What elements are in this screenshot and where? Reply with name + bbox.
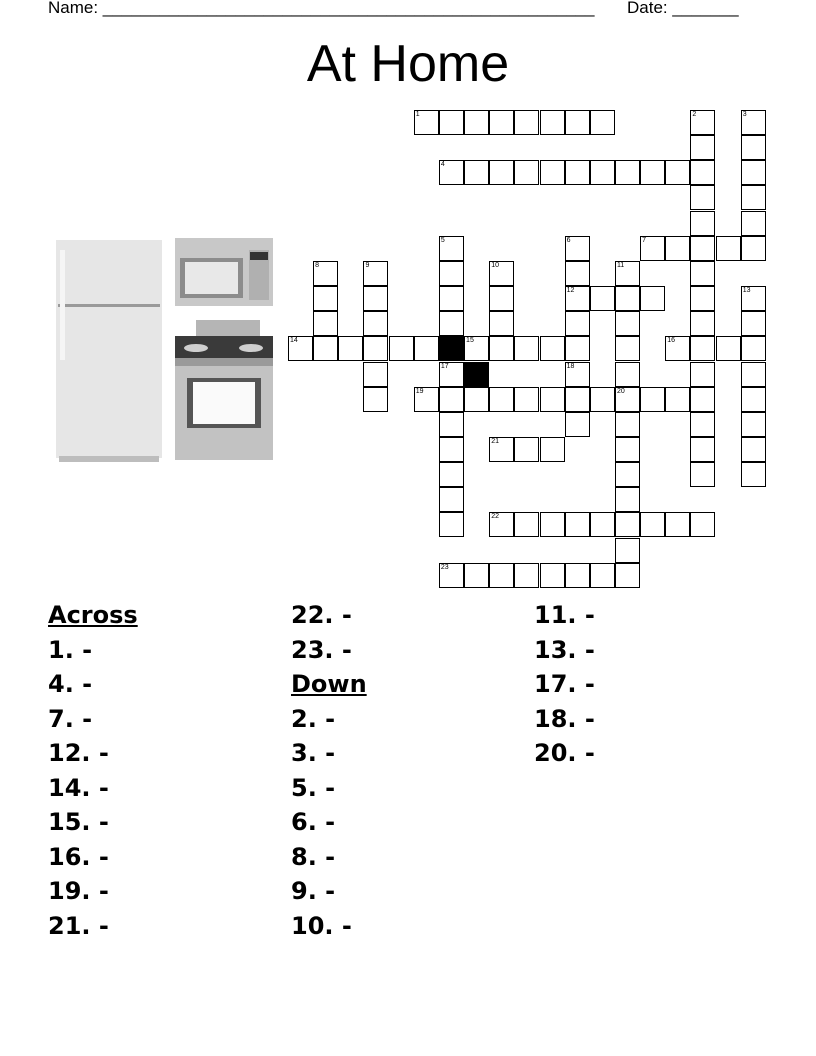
grid-cell[interactable] — [665, 236, 690, 261]
grid-cell[interactable] — [489, 336, 514, 361]
grid-cell[interactable] — [313, 311, 338, 336]
clue-number: 16 — [667, 337, 676, 345]
grid-cell[interactable] — [690, 185, 715, 210]
grid-cell[interactable] — [514, 512, 539, 537]
clue: 3. - — [291, 739, 336, 767]
grid-cell[interactable] — [741, 110, 766, 135]
grid-cell[interactable] — [690, 311, 715, 336]
grid-cell[interactable] — [615, 437, 640, 462]
clue-number: 6 — [566, 236, 571, 244]
grid-cell[interactable] — [464, 336, 489, 361]
grid-cell[interactable] — [565, 563, 590, 588]
black-square — [439, 336, 464, 361]
grid-cell[interactable] — [665, 336, 690, 361]
grid-cell[interactable] — [590, 563, 615, 588]
grid-cell[interactable] — [741, 160, 766, 185]
clue-number: 13 — [742, 287, 751, 295]
grid-cell[interactable] — [489, 437, 514, 462]
clue: 15. - — [48, 808, 109, 836]
grid-cell[interactable] — [514, 563, 539, 588]
grid-cell[interactable] — [615, 462, 640, 487]
grid-cell[interactable] — [690, 110, 715, 135]
clue-number: 10 — [491, 261, 499, 269]
clue-number: 18 — [566, 362, 575, 370]
grid-cell[interactable] — [716, 236, 741, 261]
date-label: Date: — [627, 0, 673, 17]
grid-cell[interactable] — [363, 387, 388, 412]
grid-cell[interactable] — [741, 437, 766, 462]
grid-cell[interactable] — [565, 261, 590, 286]
down-heading: Down — [291, 670, 367, 698]
clue-number: 3 — [742, 111, 747, 118]
grid-cell[interactable] — [741, 311, 766, 336]
grid-cell[interactable] — [640, 160, 665, 185]
clue: 12. - — [48, 739, 109, 767]
grid-cell[interactable] — [690, 261, 715, 286]
grid-cell[interactable] — [514, 110, 539, 135]
grid-cell[interactable] — [338, 336, 363, 361]
grid-cell[interactable] — [514, 160, 539, 185]
grid-cell[interactable] — [565, 336, 590, 361]
grid-cell[interactable] — [565, 160, 590, 185]
grid-cell[interactable] — [590, 286, 615, 311]
clue: 7. - — [48, 704, 93, 733]
clue-number: 17 — [440, 362, 449, 370]
grid-cell[interactable] — [514, 336, 539, 361]
grid-cell[interactable] — [665, 160, 690, 185]
grid-cell[interactable] — [741, 236, 766, 261]
clue-column-2 — [291, 598, 367, 943]
grid-cell[interactable] — [288, 336, 313, 361]
clue: 2. - — [291, 704, 336, 733]
grid-cell[interactable] — [565, 236, 590, 261]
grid-cell[interactable] — [690, 160, 715, 185]
clue-number: 7 — [642, 236, 646, 244]
grid-cell[interactable] — [690, 362, 715, 387]
grid-cell[interactable] — [640, 236, 665, 261]
grid-cell[interactable] — [489, 110, 514, 135]
page-title: At Home — [306, 35, 510, 93]
grid-cell[interactable] — [389, 336, 414, 361]
grid-cell[interactable] — [313, 286, 338, 311]
clue: 22. - — [291, 601, 352, 629]
grid-cell[interactable] — [741, 185, 766, 210]
grid-cell[interactable] — [464, 160, 489, 185]
grid-cell[interactable] — [439, 387, 464, 412]
grid-cell[interactable] — [615, 563, 640, 588]
grid-cell[interactable] — [540, 336, 565, 361]
clue: 4. - — [48, 670, 93, 698]
grid-cell[interactable] — [414, 110, 439, 135]
grid-cell[interactable] — [565, 286, 590, 311]
clue: 13. - — [534, 635, 595, 664]
clue-number: 8 — [315, 261, 320, 269]
grid-cell[interactable] — [615, 487, 640, 512]
grid-cell[interactable] — [565, 362, 590, 387]
grid-cell[interactable] — [363, 336, 388, 361]
grid-cell[interactable] — [665, 512, 690, 537]
grid-cell[interactable] — [690, 387, 715, 412]
grid-cell[interactable] — [590, 160, 615, 185]
grid-cell[interactable] — [540, 437, 565, 462]
grid-cell[interactable] — [690, 211, 715, 236]
grid-cell[interactable] — [464, 110, 489, 135]
clue: 8. - — [291, 842, 336, 871]
grid-cell[interactable] — [439, 362, 464, 387]
across-heading: Across — [48, 601, 138, 629]
clue: 6. - — [291, 808, 336, 836]
grid-cell[interactable] — [439, 236, 464, 261]
grid-cell[interactable] — [615, 538, 640, 563]
clue-number: 22 — [491, 513, 499, 521]
clue: 5. - — [291, 773, 336, 802]
clue: 10. - — [291, 911, 352, 940]
grid-cell[interactable] — [615, 311, 640, 336]
grid-cell[interactable] — [313, 336, 338, 361]
grid-cell[interactable] — [540, 160, 565, 185]
clue-number: 21 — [491, 437, 499, 445]
clue-number: 11 — [616, 261, 625, 269]
black-square — [464, 362, 489, 387]
date-line: _______ — [672, 0, 739, 17]
grid-cell[interactable] — [615, 286, 640, 311]
clue: 23. - — [291, 635, 352, 664]
clue-number: 1 — [415, 111, 420, 118]
grid-cell[interactable] — [590, 512, 615, 537]
grid-cell[interactable] — [439, 437, 464, 462]
clue: 1. - — [48, 635, 93, 664]
grid-cell[interactable] — [741, 412, 766, 437]
grid-cell[interactable] — [489, 160, 514, 185]
grid-cell[interactable] — [716, 336, 741, 361]
grid-cell[interactable] — [439, 311, 464, 336]
clue-number: 15 — [466, 337, 474, 345]
grid-cell[interactable] — [540, 512, 565, 537]
clue: 17. - — [534, 670, 595, 698]
clue: 16. - — [48, 842, 109, 871]
grid-cell[interactable] — [540, 563, 565, 588]
grid-cell[interactable] — [489, 512, 514, 537]
grid-cell[interactable] — [313, 261, 338, 286]
clue-number: 4 — [440, 161, 445, 169]
grid-cell[interactable] — [439, 160, 464, 185]
grid-cell[interactable] — [690, 412, 715, 437]
grid-cell[interactable] — [615, 362, 640, 387]
grid-cell[interactable] — [690, 135, 715, 160]
grid-cell[interactable] — [690, 512, 715, 537]
grid-cell[interactable] — [665, 387, 690, 412]
clue: 18. - — [534, 704, 595, 733]
clue: 11. - — [534, 601, 595, 629]
grid-cell[interactable] — [489, 311, 514, 336]
grid-cell[interactable] — [363, 311, 388, 336]
grid-cell[interactable] — [615, 512, 640, 537]
grid-cell[interactable] — [439, 512, 464, 537]
clue-number: 14 — [290, 337, 298, 345]
grid-cell[interactable] — [363, 362, 388, 387]
grid-cell[interactable] — [439, 412, 464, 437]
grid-cell[interactable] — [464, 563, 489, 588]
grid-cell[interactable] — [590, 387, 615, 412]
grid-cell[interactable] — [489, 387, 514, 412]
grid-cell[interactable] — [514, 387, 539, 412]
grid-cell[interactable] — [439, 261, 464, 286]
grid-cell[interactable] — [741, 387, 766, 412]
grid-cell[interactable] — [615, 412, 640, 437]
grid-cell[interactable] — [489, 286, 514, 311]
grid-cell[interactable] — [363, 261, 388, 286]
grid-cell[interactable] — [464, 387, 489, 412]
clue-number: 19 — [415, 387, 424, 395]
grid-cell[interactable] — [439, 563, 464, 588]
grid-cell[interactable] — [439, 462, 464, 487]
grid-cell[interactable] — [540, 110, 565, 135]
grid-cell[interactable] — [640, 286, 665, 311]
name-label: Name: — [48, 0, 103, 17]
grid-cell[interactable] — [741, 362, 766, 387]
grid-cell[interactable] — [540, 387, 565, 412]
grid-cell[interactable] — [741, 211, 766, 236]
grid-cell[interactable] — [741, 336, 766, 361]
clue-number: 12 — [566, 287, 575, 295]
grid-cell[interactable] — [690, 236, 715, 261]
clue-number: 20 — [616, 387, 625, 395]
grid-cell[interactable] — [640, 512, 665, 537]
grid-cell[interactable] — [565, 512, 590, 537]
grid-cell[interactable] — [414, 387, 439, 412]
grid-cell[interactable] — [615, 336, 640, 361]
grid-cell[interactable] — [741, 286, 766, 311]
grid-cell[interactable] — [439, 487, 464, 512]
clue: 9. - — [291, 877, 336, 905]
grid-cell[interactable] — [489, 563, 514, 588]
grid-cell[interactable] — [514, 437, 539, 462]
clue-number: 2 — [692, 111, 697, 118]
grid-cell[interactable] — [414, 336, 439, 361]
clue: 14. - — [48, 773, 109, 802]
clue-column-3 — [534, 598, 595, 771]
grid-cell[interactable] — [565, 110, 590, 135]
grid-cell[interactable] — [640, 387, 665, 412]
name-line: ____________________________________________________ — [102, 0, 595, 17]
grid-cell[interactable] — [690, 286, 715, 311]
grid-cell[interactable] — [439, 110, 464, 135]
clue-number: 5 — [440, 236, 445, 244]
grid-cell[interactable] — [615, 261, 640, 286]
grid-cell[interactable] — [565, 311, 590, 336]
grid-cell[interactable] — [590, 110, 615, 135]
clue: 19. - — [48, 877, 109, 905]
clue: 20. - — [534, 739, 595, 767]
clue: 21. - — [48, 911, 109, 940]
grid-cell[interactable] — [741, 462, 766, 487]
grid-cell[interactable] — [439, 286, 464, 311]
grid-cell[interactable] — [565, 387, 590, 412]
clue-column-1 — [48, 598, 138, 943]
grid-cell[interactable] — [690, 462, 715, 487]
grid-cell[interactable] — [690, 437, 715, 462]
clue-number: 9 — [365, 261, 370, 269]
grid-cell[interactable] — [363, 286, 388, 311]
grid-cell[interactable] — [690, 336, 715, 361]
clue-number: 23 — [440, 563, 449, 571]
grid-cell[interactable] — [565, 412, 590, 437]
grid-cell[interactable] — [615, 160, 640, 185]
grid-cell[interactable] — [615, 387, 640, 412]
grid-cell[interactable] — [489, 261, 514, 286]
grid-cell[interactable] — [741, 135, 766, 160]
